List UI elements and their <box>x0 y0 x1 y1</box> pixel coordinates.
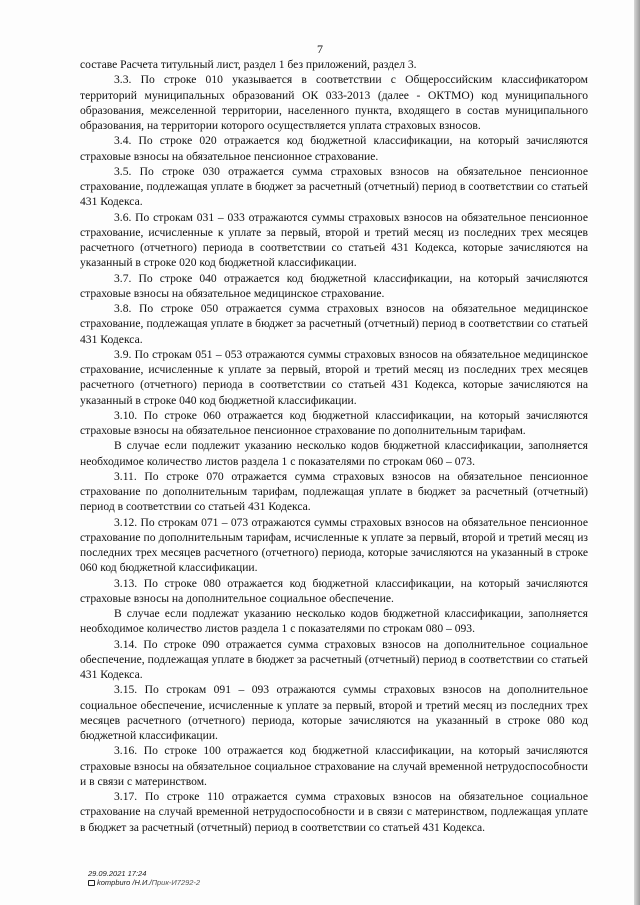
paragraph-3-13: 3.13. По строке 080 отражается код бюджетной классификации, на который зачисляются страховые взносы на дополнительное социальное обеспечение. <box>80 576 588 605</box>
paragraph-3-7: 3.7. По строке 040 отражается код бюджетной классификации, на который зачисляются страховые взносы на обязательное медицинское страхование. <box>80 271 588 300</box>
print-stamp <box>88 869 200 887</box>
paragraph-3-10: 3.10. По строке 060 отражается код бюджетной классификации, на который зачисляются страховые взносы на обязательное пенсионное страхование по дополнительным тарифам. <box>80 408 588 437</box>
paragraph-3-15: 3.15. По строкам 091 – 093 отражаются суммы страховых взносов на дополнительное социальное обеспечение, исчисленные к уплате за первый, второй и третий месяц из последних трех месяцев расчетного (отчетного) периода, которые зачисляются на указанный в строке 080 код бюджетной классификации. <box>80 683 588 742</box>
print-timestamp: 29.09.2021 17:24 <box>88 869 147 878</box>
page-number: 7 <box>317 42 323 56</box>
paragraph-3-14: 3.14. По строке 090 отражается сумма страховых взносов на дополнительное социальное обеспечение, подлежащая уплате в бюджет за расчетный (отчетный) период в соответствии со статьей 431 Кодекса. <box>80 637 588 681</box>
paragraph-3-8: 3.8. По строке 050 отражается сумма страховых взносов на обязательное медицинское страхование, подлежащая уплате в бюджет за расчетный (отчетный) период в соответствии со статьей 431 Кодекса. <box>80 302 588 346</box>
paragraph-3-10-note: В случае если подлежит указанию несколько кодов бюджетной классификации, заполняется необходимое количество листов раздела 1 с показателями по строкам 060 – 073. <box>80 439 588 468</box>
paragraph-3-6: 3.6. По строкам 031 – 033 отражаются суммы страховых взносов на обязательное пенсионное страхование, исчисленные к уплате за первый, второй и третий месяц из последних трех месяцев расчетного (отчетного) периода в соответствии со статьей 431 Кодекса, которые зачисляются на указанный в строке 020 код бюджетной классификации. <box>80 210 588 270</box>
scan-edge-shadow <box>634 0 640 905</box>
paragraph-3-13-note: В случае если подлежат указанию несколько кодов бюджетной классификации, заполняется необходимое количество листов раздела 1 с показателями по строкам 080 – 093. <box>80 607 588 636</box>
paragraph-3-4: 3.4. По строке 020 отражается код бюджетной классификации, на который зачисляются страховые взносы на обязательное пенсионное страхование. <box>80 134 588 163</box>
paragraph-3-9: 3.9. По строкам 051 – 053 отражаются суммы страховых взносов на обязательное медицинское страхование, исчисленные к уплате за первый, второй и третий месяц из последних трех месяцев расчетного (отчетного) периода в соответствии со статьей 431 Кодекса, которые зачисляются на указанный в строке 040 код бюджетной классификации. <box>80 347 588 407</box>
paragraph-3-5: 3.5. По строке 030 отражается сумма страховых взносов на обязательное пенсионное страхование, подлежащая уплате в бюджет за расчетный (отчетный) период в соответствии со статьей 431 Кодекса. <box>80 164 588 209</box>
paragraph-3-16: 3.16. По строке 100 отражается код бюджетной классификации, на который зачисляются страховые взносы на обязательное социальное страхование на случай временной нетрудоспособности и в связи с материнством. <box>80 744 588 788</box>
paragraph-3-12: 3.12. По строкам 071 – 073 отражаются суммы страховых взносов на обязательное пенсионное страхование по дополнительным тарифам, исчисленные к уплате за первый, второй и третий месяц из последних трех месяцев расчетного (отчетного) периода, которые зачисляются на указанный в строке 060 код бюджетной классификации. <box>80 515 588 575</box>
paragraph-3-11: 3.11. По строке 070 отражается сумма страховых взносов на обязательное пенсионное страхование по дополнительным тарифам, подлежащая уплате в бюджет за расчетный (отчетный) период в соответствии со статьей 431 Кодекса. <box>80 469 588 514</box>
printer-icon <box>88 880 95 886</box>
paragraph-3-17: 3.17. По строке 110 отражается сумма страховых взносов на обязательное социальное страхование на случай временной нетрудоспособности и в связи с материнством, подлежащая уплате в бюджет за расчетный (отчетный) период в соответствии со статьей 431 Кодекса. <box>80 790 588 834</box>
paragraph-3-3: 3.3. По строке 010 указывается в соответствии с Общероссийским классификатором территорий муниципальных образований ОК 033-2013 (далее - ОКТМО) код муниципального образования, межселенной территории, населенного пункта, входящего в состав муниципального образования, на территории которого осуществляется уплата страховых взносов. <box>80 73 588 132</box>
paragraph-continuation: составе Расчета титульный лист, раздел 1 без приложений, раздел 3. <box>80 58 417 71</box>
document-body <box>80 57 588 835</box>
document-code: Прик-И7292-2 <box>151 878 201 887</box>
print-source: kompburo /Н.И./ <box>97 878 152 887</box>
